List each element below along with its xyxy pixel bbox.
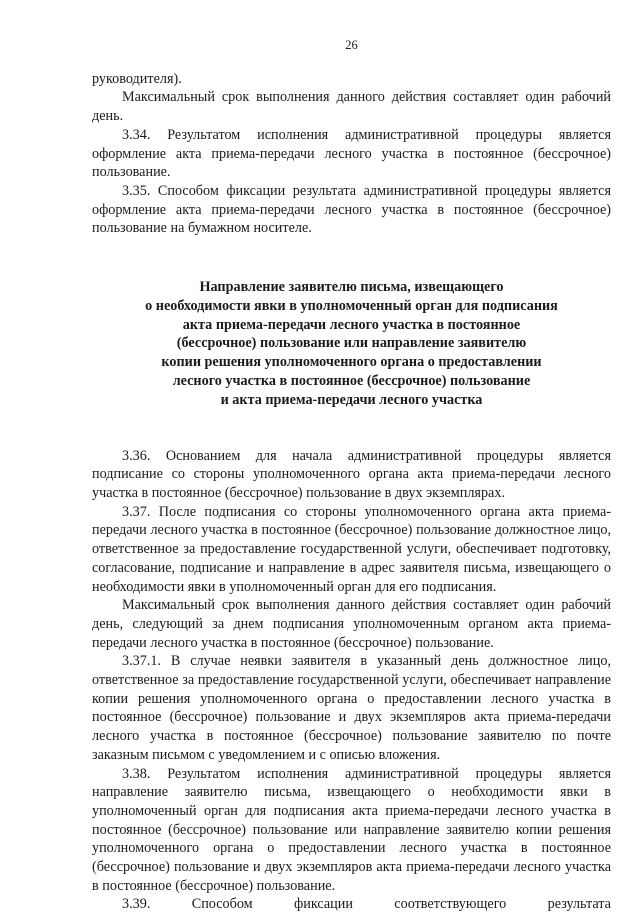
heading-line: копии решения уполномоченного органа о предоставлении [161, 354, 542, 371]
paragraph-3-36: 3.36. Основанием для начала административной процедуры является подписание со стороны уполномоченного органа акта приема-передачи лесного участка в постоянное (бессрочное) пользование в двух экземплярах. [92, 447, 611, 502]
paragraph-intro-end: руководителя). [92, 70, 182, 87]
heading-line: и акта приема-передачи лесного участка [220, 391, 483, 408]
paragraph-3-34: 3.34. Результатом исполнения административной процедуры является оформление акта приема-передачи лесного участка в постоянное (бессрочное) пользование. [92, 126, 611, 181]
word: результата [547, 896, 611, 913]
paragraph-max-time-2: Максимальный срок выполнения данного действия составляет один рабочий день, следующий за днем подписания уполномоченным органом акта приема-передачи лесного участка в постоянное (бессрочное) пользование. [92, 597, 611, 651]
paragraph-3-38: 3.38. Результатом исполнения административной процедуры является направление заявителю письма, извещающего о необходимости явки в уполномоченный орган для подписания акта приема-передачи лесного участка в постоянное (бессрочное) пользование или направление заявителю копии решения уполномоченного органа о предоставлении лесного участка в постоянное (бессрочное) пользование и двух экземпляров акта приема-передачи лесного участка в постоянное (бессрочное) пользование. [92, 765, 611, 894]
word: соответствующего [394, 896, 507, 913]
page-number: 26 [345, 38, 358, 52]
heading-line: лесного участка в постоянное (бессрочное) пользование [172, 373, 531, 390]
section-top-text [92, 70, 611, 238]
word: Способом [191, 896, 253, 913]
heading-line: акта приема-передачи лесного участка в постоянное [182, 316, 521, 333]
paragraph-3-35: 3.35. Способом фиксации результата административной процедуры является оформление акта приема-передачи лесного участка в постоянное (бессрочное) пользование на бумажном носителе. [92, 182, 611, 237]
section-bottom-text [92, 447, 611, 914]
section-heading [92, 278, 611, 410]
paragraph-3-37-1: 3.37.1. В случае неявки заявителя в указанный день должностное лицо, ответственное за предоставление государственной услуги, обеспечивает направление копии решения уполномоченного органа о предоставлении лесного участка в постоянное (бессрочное) пользование и двух экземпляров акта приема-передачи лесного участка в постоянное (бессрочное) пользование заявителю по почте заказным письмом с уведомлением и с описью вложения. [92, 653, 611, 763]
heading-line: Направление заявителю письма, извещающего [199, 279, 504, 296]
paragraph-3-37: 3.37. После подписания со стороны уполномоченного органа акта приема-передачи лесного участка в постоянное (бессрочное) пользование должностное лицо, ответственное за предоставление государственной услуги, обеспечивает подготовку, согласование, подписание и направление в адрес заявителя письма, извещающего о необходимости явки в уполномоченный орган для его подписания. [92, 503, 611, 595]
paragraph-max-time-1: Максимальный срок выполнения данного действия составляет один рабочий день. [92, 89, 611, 125]
word: фиксации [294, 896, 353, 913]
heading-line: (бессрочное) пользование или направление заявителю [176, 335, 527, 352]
word: 3.39. [122, 896, 151, 913]
heading-line: о необходимости явки в уполномоченный орган для подписания [145, 297, 558, 314]
